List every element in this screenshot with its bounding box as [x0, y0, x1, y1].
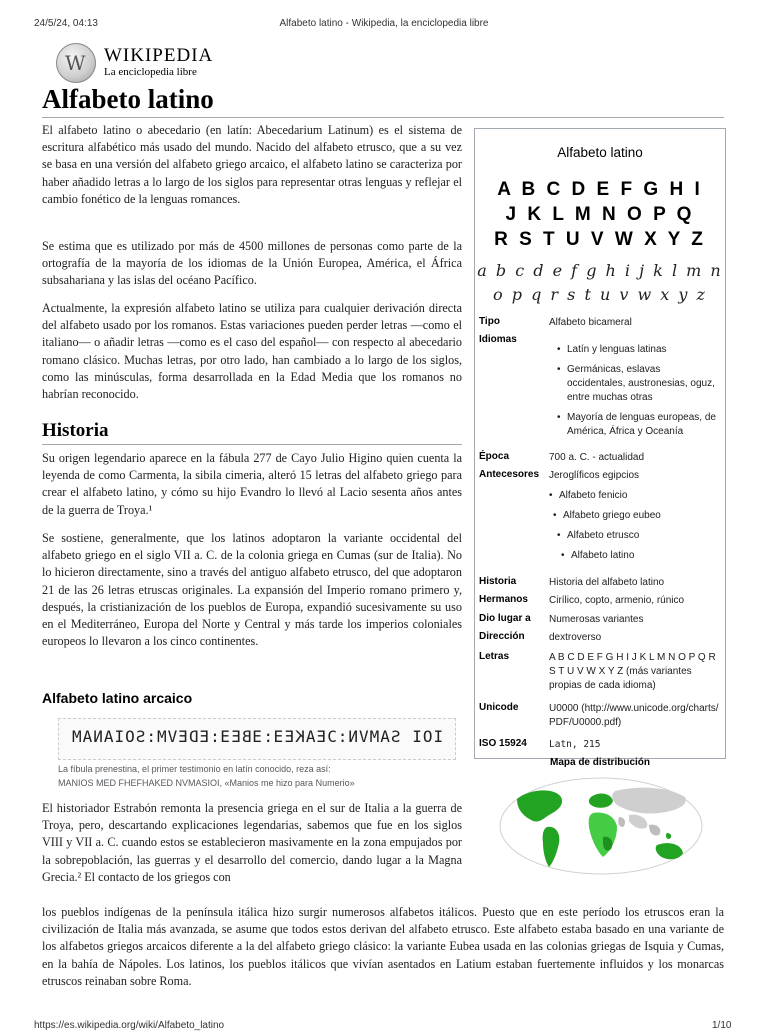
- print-title: Alfabeto latino - Wikipedia, la enciclopedia libre: [279, 18, 489, 29]
- iso-value: Latn, 215: [549, 739, 601, 750]
- uppercase-row-3: R S T U V W X Y Z: [494, 229, 706, 250]
- epoca-label: Época: [479, 451, 510, 462]
- caption-line-1: La fíbula prenestina, el primer testimonio en latín conocido, reza así:: [58, 764, 331, 774]
- uppercase-row-1: A B C D E F G H I: [497, 179, 703, 200]
- hermanos-label: Hermanos: [479, 594, 528, 605]
- antecesor-item[interactable]: • Alfabeto etrusco: [555, 529, 713, 543]
- antecesores-list: [547, 489, 713, 569]
- inscription-text: IOI SAMVN:ƆEAKEƎ:ƎBEƎ:EDEVM:SOIANAM: [70, 727, 444, 746]
- subsection-heading-arcaico: Alfabeto latino arcaico: [42, 690, 193, 706]
- antecesor-item[interactable]: • Alfabeto fenicio: [547, 489, 713, 503]
- caption-line-2: MANIOS MED FHEFHAKED NVMASIOI, «Manios me hizo para Numerio»: [58, 778, 355, 788]
- idiomas-label: Idiomas: [479, 334, 517, 345]
- antecesor-item[interactable]: • Alfabeto griego eubeo: [551, 509, 713, 523]
- section-heading-historia: Historia: [42, 420, 109, 441]
- dio-lugar-label: Dio lugar a: [479, 613, 531, 624]
- idiomas-item[interactable]: • Germánicas, eslavas occidentales, austronesias, oguz, entre muchas otras: [555, 363, 721, 405]
- distribution-map[interactable]: [499, 777, 703, 875]
- antecesores-label: Antecesores: [479, 469, 540, 480]
- historia-paragraph-3: El historiador Estrabón remonta la presencia griega en el sur de Italia a la guerra de Troya, pero, descartando explicaciones legendarias, sabemos que fue en los siglos VIII y VII a. C. cuando estos se establecieron masivamente en la zona empujados por la sobrepoblación, las guerras y el desarrollo del comercio, dando lugar a la Magna Grecia.² El contacto de los griegos con: [42, 801, 462, 884]
- print-footer-url: https://es.wikipedia.org/wiki/Alfabeto_latino: [34, 1020, 225, 1031]
- title-divider: [42, 117, 724, 118]
- section-divider: [42, 444, 462, 445]
- tipo-value[interactable]: Alfabeto bicameral: [549, 317, 632, 328]
- hermanos-value[interactable]: Cirílico, copto, armenio, rúnico: [549, 595, 685, 606]
- wikipedia-wordmark[interactable]: WIKIPEDIA: [104, 45, 214, 66]
- page-title: Alfabeto latino: [42, 84, 214, 114]
- tipo-label: Tipo: [479, 316, 500, 327]
- direccion-label: Dirección: [479, 631, 525, 642]
- intro-paragraph-3: Actualmente, la expresión alfabeto latino se utiliza para cualquier derivación directa del alfabeto usado por los romanos. Estas variaciones pueden perder letras —como el italiano— o añadir letras —como es el caso del español— con respecto al abecedario romano clásico. Muchas letras, por otro lado, han cambiado a lo largo de los siglos, como las minúsculas, forma desarrollada en la Edad Media que los romanos no habrían reconocido.: [42, 301, 462, 402]
- idiomas-list: [555, 343, 721, 445]
- wikipedia-tagline: La enciclopedia libre: [104, 66, 197, 78]
- historia-value[interactable]: Historia del alfabeto latino: [549, 577, 665, 588]
- antecesor-item: • Alfabeto latino: [559, 549, 713, 563]
- unicode-value[interactable]: U0000 (http://www.unicode.org/charts/PDF/U0000.pdf): [549, 703, 719, 728]
- letras-value[interactable]: A B C D E F G H I J K L M N O P Q R S T U V W X Y Z (más variantes propias de cada idioma): [549, 652, 716, 691]
- iso-label[interactable]: ISO 15924: [479, 738, 527, 749]
- unicode-label: Unicode: [479, 702, 519, 713]
- letras-label: Letras: [479, 651, 510, 662]
- historia-paragraph-2: Se sostiene, generalmente, que los latinos adoptaron la variante occidental del alfabeto griego en el siglo VII a. C. de la colonia griega en Cumas (sur de Italia). No lo hicieron directamente, sino a través del antiguo alfabeto etrusco, del que adoptaron 21 de las 26 letras etruscas originales. La expansión del Imperio romano primero y, después, la cristianización de los pueblos de Europa, expandió sucesivamente su uso en el Mediterráneo, Europa del Norte y Central y más tarde los imperios coloniales europeos lo llevaron a los cinco continentes.: [42, 531, 462, 649]
- lowercase-row-1: a b c d e f g h i j k l m n: [477, 261, 723, 280]
- map-title: Mapa de distribución: [549, 757, 650, 768]
- historia-paragraph-3-continued: los pueblos indígenas de la península itálica hizo surgir numerosos alfabetos itálicos. Puesto que en este período los etruscos eran la civilización de Italia más avanzada, se asume que todos estos derivan del alfabeto etrusco. Este alfabeto estaba basado en una variante de los alfabetos griegos arcaicos diferente a la del alfabeto griego clásico: la variante Eubea usada en las colonias griegas de Isquia y Cumas, en la bahía de Nápoles. Los latinos, los pueblos itálicos que vivían asentados en Latium estaban fuertemente influidos y los monarcas etruscos reinaban sobre Roma.: [42, 905, 724, 988]
- intro-paragraph-1: El alfabeto latino o abecedario (en latín: Abecedarium Latinum) es el sistema de escritura alfabético más usado del mundo. Nacido del alfabeto etrusco, que a su vez se basa en una versión del alfabeto griego arcaico, el alfabeto latino se caracteriza por haber añadido letras a lo largo de los siglos para representar otras lenguas y reflejar el cambio fonético de la lenguas romances.: [42, 123, 462, 206]
- idiomas-item[interactable]: • Mayoría de lenguas europeas, de América, África y Oceanía: [555, 411, 721, 439]
- wikipedia-globe-icon[interactable]: [56, 43, 96, 83]
- lowercase-row-2: o p q r s t u v w x y z: [493, 285, 707, 304]
- idiomas-item[interactable]: • Latín y lenguas latinas: [555, 343, 721, 357]
- historia-paragraph-1: Su origen legendario aparece en la fábula 277 de Cayo Julio Higino quien cuenta la leyenda de como Carmenta, la sibila cimeria, alteró 15 letras del alfabeto griego para crear el alfabeto latino, y cómo su hijo Evandro lo llevó al Lacio sesenta años antes de la guerra de Troya.¹: [42, 451, 462, 517]
- epoca-value: 700 a. C. - actualidad: [549, 452, 645, 463]
- historia-label: Historia: [479, 576, 517, 587]
- print-date: 24/5/24, 04:13: [34, 18, 98, 29]
- figure-caption: [58, 762, 458, 790]
- antecesores-value[interactable]: Jeroglíficos egipcios: [549, 470, 640, 481]
- print-footer-page: 1/10: [712, 1020, 732, 1031]
- intro-paragraph-2: Se estima que es utilizado por más de 4500 millones de personas como parte de la ortografía de la mayoría de los idiomas de la Unión Europea, América, el África subsahariana y las islas del océano Pacífico.: [42, 239, 462, 288]
- fibula-inscription-image[interactable]: [58, 718, 456, 760]
- uppercase-row-2: J K L M N O P Q: [505, 204, 695, 225]
- dio-lugar-value[interactable]: Numerosas variantes: [549, 614, 644, 625]
- infobox-title: Alfabeto latino: [557, 145, 643, 160]
- infobox: [474, 128, 726, 768]
- direccion-value[interactable]: dextroverso: [549, 632, 602, 643]
